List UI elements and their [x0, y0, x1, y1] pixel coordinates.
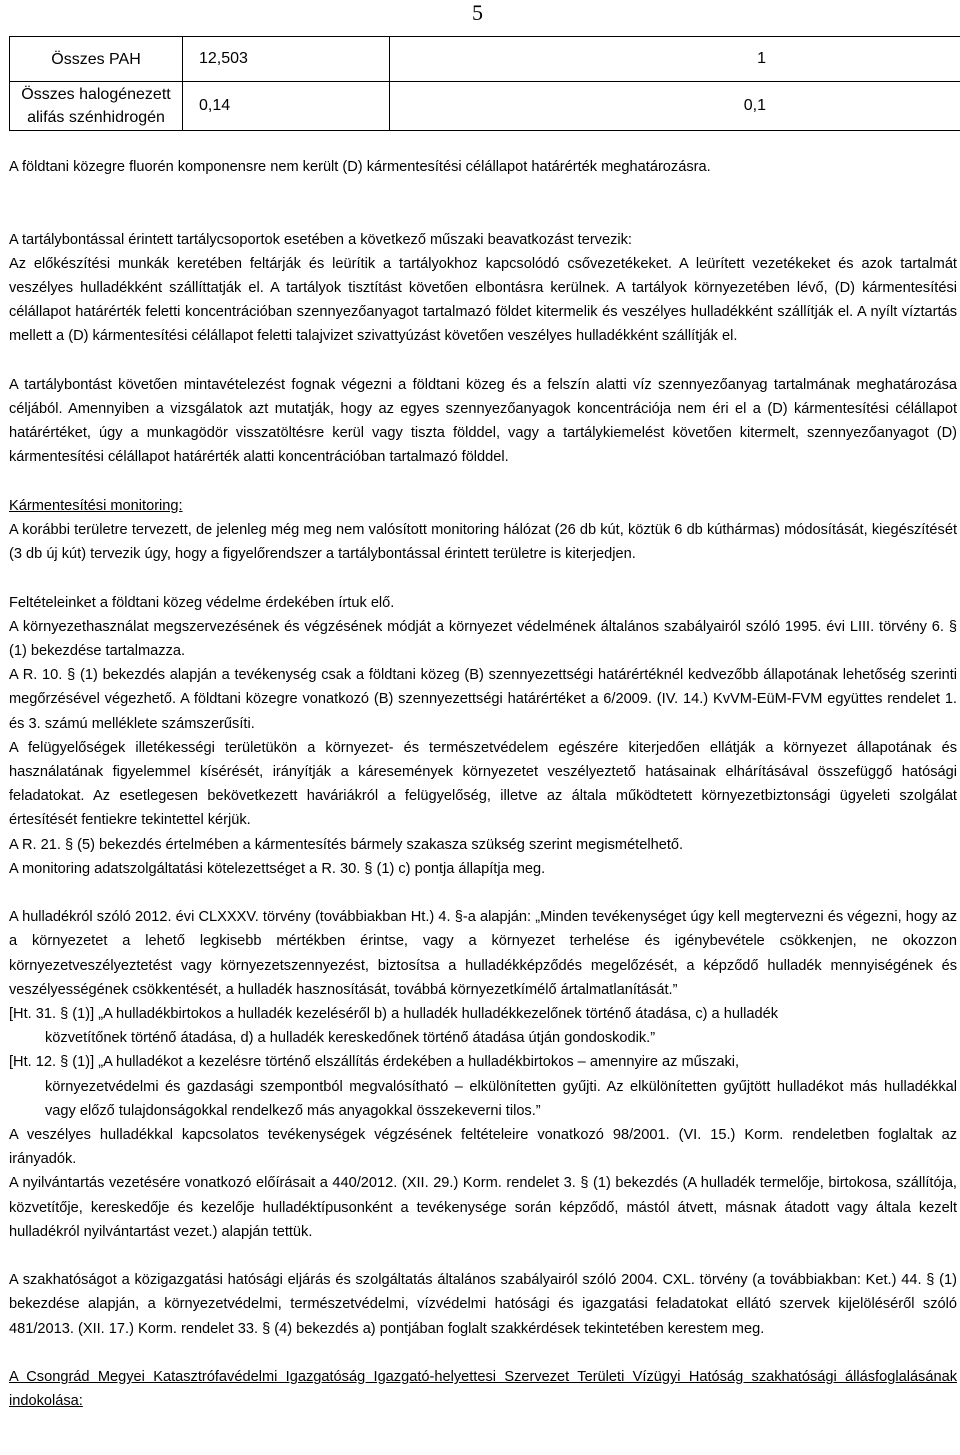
- paragraph: A korábbi területre tervezett, de jelenleg még meg nem valósított monitoring hálózat (26 db kút, köztük 6 db kúthármas) módosítását, kiegészítését (3 db új kút) tervezik úgy, hogy a figyelőrendszer a tartálybontással érintett területre is kiterjedjen.: [9, 521, 957, 563]
- table-cell-name: Összes halogénezett alifás szénhidrogén: [10, 82, 183, 131]
- table-cell-value: 0,1: [390, 82, 960, 131]
- table-row: [10, 37, 960, 82]
- paragraph: A környezethasználat megszervezésének és végzésének módját a környezet védelmének általános szabályairól szóló 1995. évi LIII. törvény 6. § (1) bekezdése tartalmazza.: [9, 618, 957, 659]
- document-body: [9, 155, 957, 1413]
- quote-head: [Ht. 31. § (1)] „A hulladékbirtokos a hulladék kezeléséről b) a hulladék hulladékkezelőnek történő átadása, c) a hulladék: [9, 1006, 779, 1023]
- paragraph: A földtani közegre fluorén komponensre nem került (D) kármentesítési célállapot határérték meghatározásra.: [9, 159, 711, 175]
- paragraph: A szakhatóságot a közigazgatási hatósági eljárás és szolgáltatás általános szabályairól szóló 2004. CXL. törvény (a továbbiakban: Ket.) 44. § (1) bekezdése alapján, a környezetvédelmi, természetvédelmi, vízvédelmi hatósági és igazgatási feladatokat ellátó szervek kijelöléséről szóló 481/2013. (XII. 17.) Korm. rendelet 33. § (4) bekezdés a) pontjában foglalt szakkérdések tekintetében kerestem meg.: [9, 1272, 957, 1337]
- table-row: [10, 82, 960, 131]
- section-heading: Kármentesítési monitoring:: [9, 497, 183, 514]
- table-cell-name: Összes PAH: [10, 37, 183, 82]
- pah-table: [9, 36, 960, 131]
- paragraph: A monitoring adatszolgáltatási kötelezettséget a R. 30. § (1) c) pontja állapítja meg.: [9, 860, 546, 877]
- page-number: 5: [472, 0, 483, 25]
- table-cell-value: 1: [390, 37, 960, 82]
- paragraph: A tartálybontással érintett tartálycsoportok esetében a következő műszaki beavatkozást tervezik:: [9, 231, 632, 248]
- paragraph: A hulladékról szóló 2012. évi CLXXXV. törvény (továbbiakban Ht.) 4. §-a alapján: „Minden tevékenységet úgy kell megtervezni és végezni, hogy az a környezetet a lehető legkisebb mértékben érintse, vagy a környezet terhelése és igénybevétele csökkenjen, ne okozzon környezetveszélyeztetést vagy környezetszennyezést, biztosítsa a hulladékképződés megelőzését, a képződő hulladék mennyiségének és veszélyességének csökkentését, a hulladék hasznosítását, továbbá környezetkímélő ártalmatlanítását.”: [9, 909, 957, 998]
- quote-head: [Ht. 12. § (1)] „A hulladékot a kezelésre történő elszállítás érdekében a hulladékbirtokos – amennyire az műszaki,: [9, 1054, 740, 1071]
- paragraph: A tartálybontást követően mintavételezést fognak végezni a földtani közeg és a felszín alatti víz szennyezőanyag tartalmának meghatározása céljából. Amennyiben a vizsgálatok azt mutatják, hogy az egyes szennyezőanyagok koncentrációja nem éri el a (D) kármentesítési célállapot határértéket, úgy a munkagödör visszatöltésre kerül vagy tiszta földdel, vagy a tartálykiemelést követően kitermelt, szennyezőanyagot (D) kármentesítési célállapot határérték alatti koncentrációban tartalmazó földdel.: [9, 376, 957, 466]
- paragraph: A felügyelőségek illetékességi területükön a környezet- és természetvédelem egészére kiterjedően ellátják a környezet állapotának és használatának figyelemmel kísérését, irányítják a káresemények környezetet veszélyeztető hatásainak elhárításával összefüggő hatósági feladatokat. Az esetlegesen bekövetkezett haváriákról a felügyelőség, illetve az általa működtetett környezetbiztonsági ügyeleti szolgálat értesítését fentiekre tekintettel kérjük.: [9, 739, 957, 829]
- table-cell-value: 0,14: [183, 82, 390, 131]
- paragraph: A R. 21. § (5) bekezdés értelmében a kármentesítés bármely szakasza szükség szerint megismételhető.: [9, 836, 684, 853]
- paragraph: Feltételeinket a földtani közeg védelme érdekében írtuk elő.: [9, 594, 395, 611]
- table-cell-value: 12,503: [183, 37, 390, 82]
- quote-body: közvetítőnek történő átadása, d) a hulladék kereskedőnek történő átadása útján gondoskodik.”: [45, 1030, 656, 1047]
- paragraph: A veszélyes hulladékkal kapcsolatos tevékenységek végzésének feltételeire vonatkozó 98/2001. (VI. 15.) Korm. rendeletben foglaltak az irányadók.: [9, 1127, 957, 1168]
- section-heading: A Csongrád Megyei Katasztrófavédelmi Igazgatóság Igazgató-helyettesi Szervezet Területi Vízügyi Hatóság szakhatósági állásfoglalásának indokolása:: [9, 1369, 957, 1410]
- paragraph: A nyilvántartás vezetésére vonatkozó előírásait a 440/2012. (XII. 29.) Korm. rendelet 3. § (1) bekezdés (A hulladék termelője, birtokosa, szállítója, közvetítője, kereskedője és kezelője hulladéktípusonként a tevékenysége során képződő, mástól átvett, másnak átadott vagy általa kezelt hulladékról nyilvántartást vezet.) alapján tettük.: [9, 1175, 957, 1240]
- paragraph: A R. 10. § (1) bekezdés alapján a tevékenység csak a földtani közeg (B) szennyezettségi határértéknél kedvezőbb állapotának lehetőség szerinti megőrzésével végezhető. A földtani közegre vonatkozó (B) szennyezettségi határértéket a 6/2009. (IV. 14.) KvVM-EüM-FVM együttes rendelet 1. és 3. számú melléklete számszerűsíti.: [9, 667, 957, 732]
- paragraph: Az előkészítési munkák keretében feltárják és leürítik a tartályokhoz kapcsolódó csővezetékeket. A leürített vezetékeket és azok tartalmát veszélyes hulladékként szállíttatják el. A tartályok tisztítást követően elbontásra kerülnek. A tartályok környezetében lévő, (D) kármentesítési célállapot határérték feletti koncentrációban szennyezőanyagot tartalmazó földet kitermelik és veszélyes hulladékként szállítják el. A nyílt víztartás mellett a (D) kármentesítési célállapot feletti talajvizet szivattyúzást követően veszélyes hulladékként szállítják el.: [9, 255, 957, 345]
- quote-body: környezetvédelmi és gazdasági szempontból megvalósítható – elkülönítetten gyűjti. Az elkülönítetten gyűjtött hulladékot más hulladékkal vagy előző tulajdonságokkal rendelkező más anyagokkal összekeverni tilos.”: [45, 1078, 957, 1119]
